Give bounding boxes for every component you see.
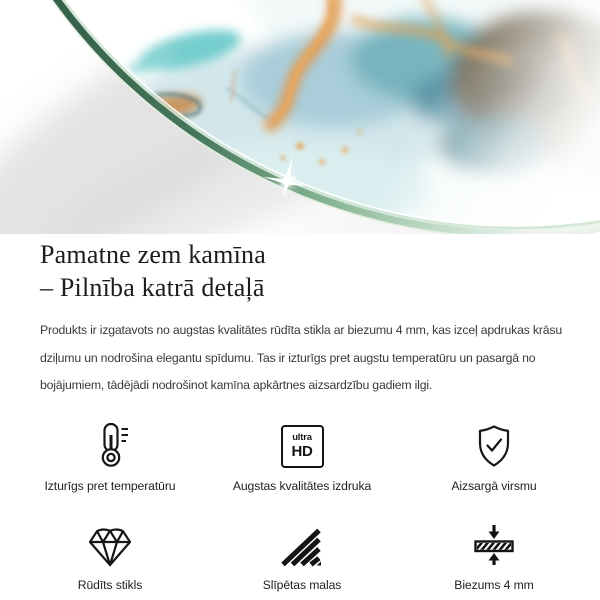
feature-label: Izturīgs pret temperatūru (44, 478, 176, 493)
feature-label: Rūdīts stikls (77, 577, 143, 592)
glass-panel-graphic (0, 0, 600, 234)
feature-thickness (398, 519, 590, 592)
feature-label: Biezums 4 mm (454, 577, 534, 592)
product-image (0, 0, 600, 234)
feature-polished-edges (206, 519, 398, 592)
page-title-line2: – Pilnība katrā detaļā (40, 273, 265, 302)
shield-check-icon (474, 420, 514, 468)
product-info-section (0, 238, 600, 592)
page-title-line1: Pamatne zem kamīna (40, 240, 266, 269)
feature-label: Aizsargā virsmu (451, 478, 537, 493)
feature-label: Augstas kvalitātes izdruka (232, 478, 372, 493)
product-description: Produkts ir izgatavots no augstas kvalitātes rūdīta stikla ar biezumu 4 mm, kas izceļ apdrukas krāsu dziļumu un nodrošina elegantu spīdumu. Tas ir izturīgs pret augstu temperatūru un pasargā no bojājumiem, tādējādi nodrošinot kamīna apkārtnes aizsardzību gadiem ilgi. (40, 323, 562, 392)
diamond-icon (88, 519, 132, 567)
ultra-hd-icon-text-top: ultra (292, 432, 312, 444)
feature-grid (14, 420, 590, 592)
feature-print-quality (206, 420, 398, 493)
ultra-hd-icon (281, 420, 324, 468)
feature-surface-protection (398, 420, 590, 493)
ultra-hd-icon-text-bottom: HD (291, 442, 313, 460)
feature-tempered-glass (14, 519, 206, 592)
page-title (40, 238, 564, 304)
beveled-edges-icon (280, 519, 324, 567)
feature-temperature (14, 420, 206, 493)
feature-label: Slīpētas malas (262, 577, 342, 592)
thickness-icon (472, 519, 516, 567)
thermometer-icon (90, 420, 130, 468)
